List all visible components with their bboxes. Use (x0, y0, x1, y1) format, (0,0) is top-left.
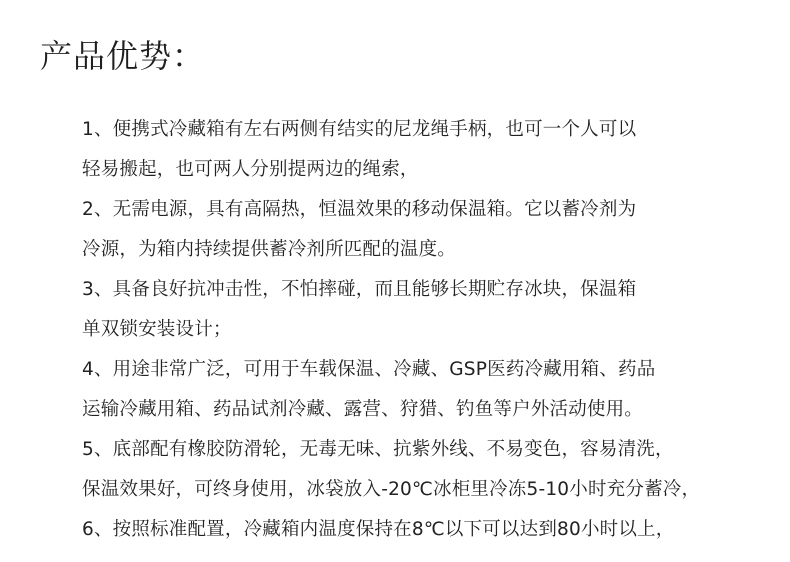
text-line-1: 1、便携式冷藏箱有左右两侧有结实的尼龙绳手柄，也可一个人可以 (82, 119, 637, 140)
text-line-6: 单双锁安装设计； (82, 319, 232, 340)
text-line-8: 运输冷藏用箱、药品试剂冷藏、露营、狩猎、钓鱼等户外活动使用。 (82, 399, 644, 420)
page-title: 产品优势： (40, 37, 206, 75)
text-line-7: 4、用途非常广泛，可用于车载保温、冷藏、GSP医药冷藏用箱、药品 (82, 359, 656, 380)
text-line-5: 3、具备良好抗冲击性，不怕摔碰，而且能够长期贮存冰块，保温箱 (82, 279, 637, 300)
feature-list (82, 114, 782, 554)
text-line-9: 5、底部配有橡胶防滑轮，无毒无味、抗紫外线、不易变色，容易清洗， (82, 439, 674, 460)
text-line-4: 冷源，为箱内持续提供蓄冷剂所匹配的温度。 (82, 239, 457, 260)
text-line-10: 保温效果好，可终身使用，冰袋放入-20℃冰柜里冷冻5-10小时充分蓄冷， (82, 479, 701, 500)
text-line-2: 轻易搬起，也可两人分别提两边的绳索， (82, 159, 419, 180)
text-line-11: 6、按照标准配置，冷藏箱内温度保持在8℃以下可以达到80小时以上， (82, 519, 675, 540)
text-line-3: 2、无需电源，具有高隔热，恒温效果的移动保温箱。它以蓄冷剂为 (82, 199, 637, 220)
